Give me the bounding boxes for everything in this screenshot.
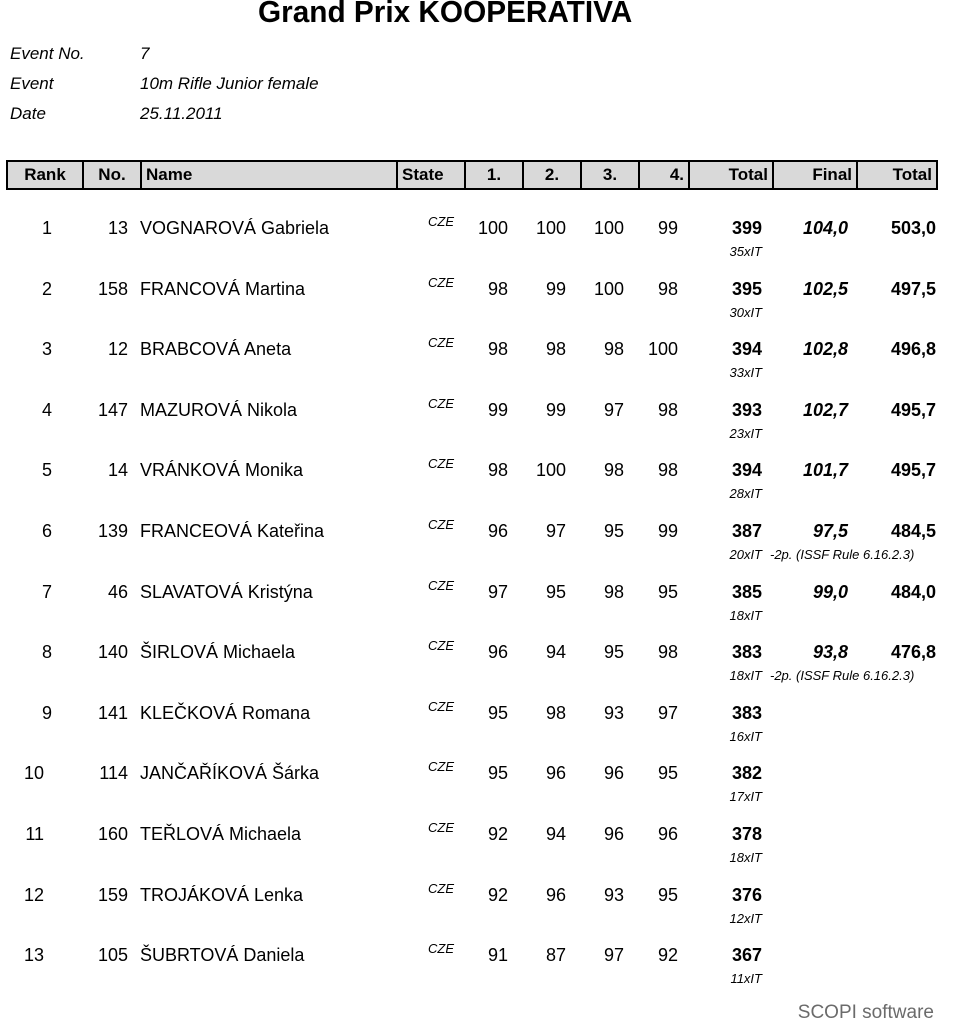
- table-row: [0, 881, 960, 944]
- series-3-cell: 97: [603, 945, 624, 965]
- athlete-name-cell: TEŘLOVÁ Michaela: [140, 824, 302, 844]
- inner-tens-cell: 12xIT: [729, 911, 762, 926]
- series-3-cell: 96: [603, 763, 624, 783]
- grand-total-cell: 476,8: [890, 642, 936, 662]
- bib-number-cell: 160: [97, 824, 128, 844]
- header-series-3: 3.: [582, 162, 640, 188]
- inner-tens-cell: 17xIT: [729, 789, 762, 804]
- series-1-cell: 98: [487, 339, 508, 359]
- series-2-cell: 97: [545, 521, 566, 541]
- series-1-cell: 92: [487, 824, 508, 844]
- rank-cell: 1: [41, 218, 52, 238]
- header-final: Final: [774, 162, 858, 188]
- date-value: 25.11.2011: [140, 104, 223, 123]
- athlete-name-cell: MAZUROVÁ Nikola: [140, 400, 298, 420]
- series-4-cell: 100: [647, 339, 678, 359]
- bib-number-cell: 147: [97, 400, 128, 420]
- inner-tens-cell: 30xIT: [729, 305, 762, 320]
- series-1-cell: 98: [487, 460, 508, 480]
- athlete-name-cell: FRANCOVÁ Martina: [140, 279, 306, 299]
- athlete-name-cell: VRÁNKOVÁ Monika: [140, 460, 304, 480]
- grand-total-cell: 496,8: [890, 339, 936, 359]
- bib-number-cell: 13: [107, 218, 128, 238]
- total-cell: 367: [731, 945, 762, 965]
- athlete-name-cell: TROJÁKOVÁ Lenka: [140, 885, 304, 905]
- total-cell: 376: [731, 885, 762, 905]
- athlete-name-cell: ŠIRLOVÁ Michaela: [140, 642, 296, 662]
- series-4-cell: 98: [657, 460, 678, 480]
- series-3-cell: 93: [603, 885, 624, 905]
- table-row: [0, 638, 960, 701]
- athlete-name-cell: VOGNAROVÁ Gabriela: [140, 218, 330, 238]
- header-series-1: 1.: [466, 162, 524, 188]
- table-row: [0, 820, 960, 883]
- grand-total-cell: 495,7: [890, 400, 936, 420]
- series-2-cell: 99: [545, 400, 566, 420]
- rank-cell: 2: [41, 279, 52, 299]
- page-title: Grand Prix KOOPERATIVA: [258, 0, 633, 29]
- final-cell: 102,7: [802, 400, 848, 420]
- series-1-cell: 97: [487, 582, 508, 602]
- final-cell: 93,8: [812, 642, 848, 662]
- table-row: [0, 275, 960, 338]
- series-2-cell: 98: [545, 339, 566, 359]
- header-series-2: 2.: [524, 162, 582, 188]
- rank-cell: 3: [41, 339, 52, 359]
- header-name: Name: [142, 162, 398, 188]
- series-1-cell: 92: [487, 885, 508, 905]
- series-4-cell: 98: [657, 400, 678, 420]
- inner-tens-cell: 23xIT: [729, 426, 762, 441]
- bib-number-cell: 46: [107, 582, 128, 602]
- rank-cell: 10: [23, 763, 44, 783]
- series-3-cell: 97: [603, 400, 624, 420]
- inner-tens-cell: 18xIT: [729, 850, 762, 865]
- series-3-cell: 95: [603, 521, 624, 541]
- state-cell: CZE: [428, 759, 454, 774]
- total-cell: 382: [731, 763, 762, 783]
- bib-number-cell: 114: [99, 763, 128, 783]
- athlete-name-cell: BRABCOVÁ Aneta: [140, 339, 292, 359]
- grand-total-cell: 495,7: [890, 460, 936, 480]
- total-cell: 383: [731, 642, 762, 662]
- table-row: [0, 396, 960, 459]
- final-cell: 102,5: [802, 279, 848, 299]
- state-cell: CZE: [428, 335, 454, 350]
- grand-total-cell: 503,0: [890, 218, 936, 238]
- total-cell: 394: [731, 339, 762, 359]
- series-4-cell: 92: [657, 945, 678, 965]
- series-3-cell: 95: [603, 642, 624, 662]
- table-row: [0, 517, 960, 580]
- penalty-note: -2p. (ISSF Rule 6.16.2.3): [770, 547, 915, 562]
- state-cell: CZE: [428, 699, 454, 714]
- rank-cell: 5: [41, 460, 52, 480]
- inner-tens-cell: 11xIT: [730, 971, 762, 986]
- rank-cell: 8: [41, 642, 52, 662]
- table-header: [6, 160, 938, 190]
- table-row: [0, 456, 960, 519]
- series-3-cell: 98: [603, 582, 624, 602]
- athlete-name-cell: KLEČKOVÁ Romana: [140, 703, 311, 723]
- rank-cell: 9: [41, 703, 52, 723]
- penalty-note: -2p. (ISSF Rule 6.16.2.3): [770, 668, 915, 683]
- series-3-cell: 98: [603, 460, 624, 480]
- grand-total-cell: 484,0: [890, 582, 936, 602]
- series-1-cell: 98: [487, 279, 508, 299]
- final-cell: 99,0: [812, 582, 848, 602]
- bib-number-cell: 14: [107, 460, 128, 480]
- bib-number-cell: 105: [97, 945, 128, 965]
- table-row: [0, 759, 960, 822]
- inner-tens-cell: 18xIT: [729, 668, 762, 683]
- series-3-cell: 98: [603, 339, 624, 359]
- total-cell: 383: [731, 703, 762, 723]
- series-3-cell: 100: [593, 279, 624, 299]
- inner-tens-cell: 35xIT: [729, 244, 762, 259]
- final-cell: 97,5: [812, 521, 848, 541]
- series-4-cell: 95: [657, 885, 678, 905]
- rank-cell: 12: [23, 885, 44, 905]
- header-no: No.: [84, 162, 142, 188]
- series-1-cell: 96: [487, 521, 508, 541]
- series-4-cell: 95: [657, 582, 678, 602]
- rank-cell: 7: [41, 582, 52, 602]
- athlete-name-cell: FRANCEOVÁ Kateřina: [140, 521, 325, 541]
- inner-tens-cell: 16xIT: [729, 729, 762, 744]
- series-3-cell: 96: [603, 824, 624, 844]
- inner-tens-cell: 33xIT: [729, 365, 762, 380]
- state-cell: CZE: [428, 517, 454, 532]
- total-cell: 394: [731, 460, 762, 480]
- grand-total-cell: 497,5: [890, 279, 936, 299]
- series-4-cell: 95: [657, 763, 678, 783]
- series-4-cell: 98: [657, 642, 678, 662]
- bib-number-cell: 158: [97, 279, 128, 299]
- state-cell: CZE: [428, 941, 454, 956]
- series-1-cell: 95: [487, 703, 508, 723]
- total-cell: 395: [731, 279, 762, 299]
- series-2-cell: 94: [545, 642, 566, 662]
- table-row: [0, 941, 960, 1004]
- series-1-cell: 95: [487, 763, 508, 783]
- state-cell: CZE: [428, 396, 454, 411]
- bib-number-cell: 140: [97, 642, 128, 662]
- athlete-name-cell: JANČAŘÍKOVÁ Šárka: [140, 763, 320, 783]
- rank-cell: 13: [23, 945, 44, 965]
- inner-tens-cell: 18xIT: [729, 608, 762, 623]
- event-value: 10m Rifle Junior female: [140, 74, 319, 93]
- series-3-cell: 93: [603, 703, 624, 723]
- event-label: Event: [10, 74, 54, 93]
- rank-cell: 11: [25, 824, 44, 844]
- series-2-cell: 98: [545, 703, 566, 723]
- series-3-cell: 100: [593, 218, 624, 238]
- table-row: [0, 214, 960, 277]
- series-2-cell: 95: [545, 582, 566, 602]
- final-cell: 101,7: [802, 460, 848, 480]
- header-series-4: 4.: [640, 162, 690, 188]
- series-2-cell: 100: [535, 460, 566, 480]
- total-cell: 385: [731, 582, 762, 602]
- event-number-label: Event No.: [10, 44, 85, 63]
- state-cell: CZE: [428, 578, 454, 593]
- series-2-cell: 94: [545, 824, 566, 844]
- series-4-cell: 97: [657, 703, 678, 723]
- event-number-value: 7: [140, 44, 150, 63]
- header-total: Total: [690, 162, 774, 188]
- bib-number-cell: 12: [107, 339, 128, 359]
- series-4-cell: 99: [657, 218, 678, 238]
- inner-tens-cell: 20xIT: [729, 547, 762, 562]
- state-cell: CZE: [428, 881, 454, 896]
- header-grand-total: Total: [892, 165, 932, 184]
- series-4-cell: 99: [657, 521, 678, 541]
- header-state: State: [398, 162, 466, 188]
- date-label: Date: [10, 104, 46, 123]
- header-rank: Rank: [8, 162, 84, 188]
- table-row: [0, 335, 960, 398]
- series-2-cell: 96: [545, 763, 566, 783]
- athlete-name-cell: SLAVATOVÁ Kristýna: [140, 582, 313, 602]
- state-cell: CZE: [428, 214, 454, 229]
- state-cell: CZE: [428, 456, 454, 471]
- series-1-cell: 91: [487, 945, 508, 965]
- series-2-cell: 87: [545, 945, 566, 965]
- series-1-cell: 96: [487, 642, 508, 662]
- series-2-cell: 99: [545, 279, 566, 299]
- inner-tens-cell: 28xIT: [729, 486, 762, 501]
- grand-total-cell: 484,5: [890, 521, 936, 541]
- footer-credit: SCOPI software: [797, 1002, 934, 1023]
- table-row: [0, 578, 960, 641]
- bib-number-cell: 141: [97, 703, 128, 723]
- series-4-cell: 96: [657, 824, 678, 844]
- total-cell: 387: [731, 521, 762, 541]
- series-4-cell: 98: [657, 279, 678, 299]
- final-cell: 102,8: [802, 339, 848, 359]
- bib-number-cell: 159: [97, 885, 128, 905]
- total-cell: 393: [731, 400, 762, 420]
- total-cell: 378: [731, 824, 762, 844]
- series-2-cell: 100: [535, 218, 566, 238]
- final-cell: 104,0: [802, 218, 848, 238]
- state-cell: CZE: [428, 638, 454, 653]
- series-1-cell: 99: [487, 400, 508, 420]
- rank-cell: 6: [41, 521, 52, 541]
- series-1-cell: 100: [477, 218, 508, 238]
- total-cell: 399: [731, 218, 762, 238]
- table-row: [0, 699, 960, 762]
- bib-number-cell: 139: [97, 521, 128, 541]
- rank-cell: 4: [41, 400, 52, 420]
- state-cell: CZE: [428, 820, 454, 835]
- athlete-name-cell: ŠUBRTOVÁ Daniela: [140, 945, 305, 965]
- state-cell: CZE: [428, 275, 454, 290]
- series-2-cell: 96: [545, 885, 566, 905]
